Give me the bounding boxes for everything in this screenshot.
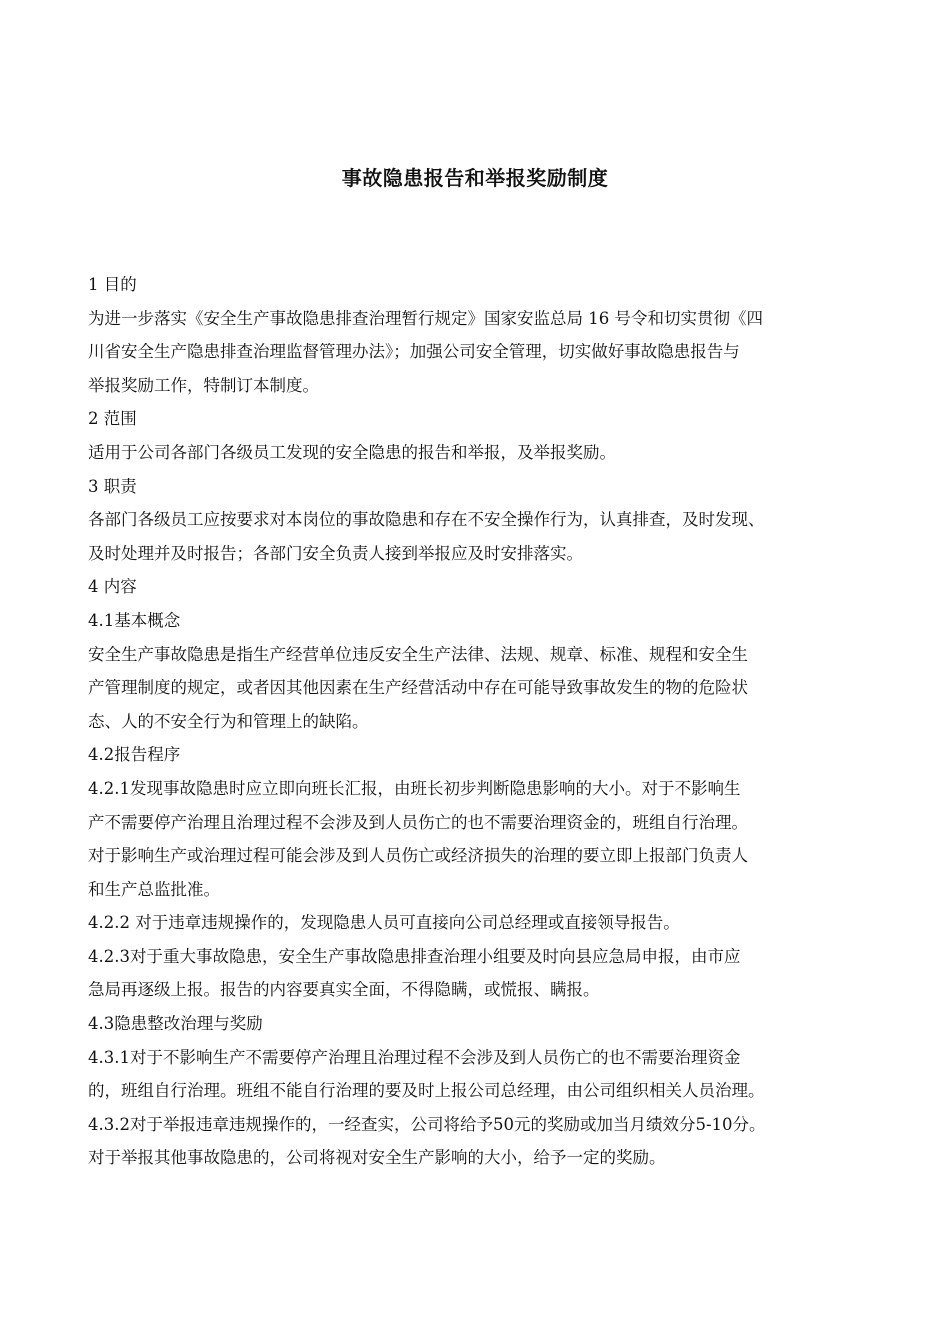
section-heading-purpose: 1 目的 [88,275,137,294]
paragraph-line: 川省安全生产隐患排查治理监督管理办法》；加强公司安全管理，切实做好事故隐患报告与 [88,342,740,362]
paragraph-line: 的，班组自行治理。班组不能自行治理的要及时上报公司总经理，由公司组织相关人员治理。 [88,1081,765,1101]
paragraph-line: 4.3.1对于不影响生产不需要停产治理且治理过程不会涉及到人员伤亡的也不需要治理资金 [88,1047,741,1067]
subsection-heading-rectification-reward: 4.3隐患整改治理与奖励 [88,1014,263,1034]
paragraph-line: 急局再逐级上报。报告的内容要真实全面，不得隐瞒，或慌报、瞒报。 [88,980,600,1000]
section-heading-content: 4 内容 [88,577,137,597]
section-heading-responsibility: 3 职责 [88,476,137,496]
document-body [88,268,878,1175]
subsection-heading-basic-concept: 4.1基本概念 [88,610,181,630]
paragraph-line: 安全生产事故隐患是指生产经营单位违反安全生产法律、法规、规章、标准、规程和安全生 [88,644,748,664]
paragraph-line: 适用于公司各部门各级员工发现的安全隐患的报告和举报，及举报奖励。 [88,442,616,462]
paragraph-line: 对于举报其他事故隐患的，公司将视对安全生产影响的大小，给予一定的奖励。 [88,1148,666,1168]
paragraph-line: 态、人的不安全行为和管理上的缺陷。 [88,711,369,731]
subsection-heading-report-procedure: 4.2报告程序 [88,745,181,765]
paragraph-line: 为进一步落实《安全生产事故隐患排查治理暂行规定》国家安监总局 16 号令和切实贯彻《四 [88,308,763,328]
paragraph-line: 4.2.1发现事故隐患时应立即向班长汇报，由班长初步判断隐患影响的大小。对于不影响生 [88,778,741,798]
paragraph-line: 4.2.3对于重大事故隐患，安全生产事故隐患排查治理小组要及时向县应急局申报，由市应 [88,946,741,966]
paragraph-line: 产管理制度的规定，或者因其他因素在生产经营活动中存在可能导致事故发生的物的危险状 [88,678,748,698]
paragraph-line: 及时处理并及时报告；各部门安全负责人接到举报应及时安排落实。 [88,543,583,563]
paragraph-line: 产不需要停产治理且治理过程不会涉及到人员伤亡的也不需要治理资金的，班组自行治理。 [88,812,748,832]
paragraph-line: 和生产总监批准。 [88,879,220,899]
paragraph-line: 对于影响生产或治理过程可能会涉及到人员伤亡或经济损失的治理的要立即上报部门负责人 [88,846,748,866]
paragraph-line: 举报奖励工作，特制订本制度。 [88,375,319,395]
paragraph-line: 4.2.2 对于违章违规操作的，发现隐患人员可直接向公司总经理或直接领导报告。 [88,913,680,933]
document-title: 事故隐患报告和举报奖励制度 [341,166,609,190]
paragraph-line: 各部门各级员工应按要求对本岗位的事故隐患和存在不安全操作行为，认真排查，及时发现、 [88,510,765,530]
section-heading-scope: 2 范围 [88,409,137,429]
paragraph-line: 4.3.2对于举报违章违规操作的，一经查实，公司将给予50元的奖励或加当月绩效分5-10分。 [88,1114,766,1134]
